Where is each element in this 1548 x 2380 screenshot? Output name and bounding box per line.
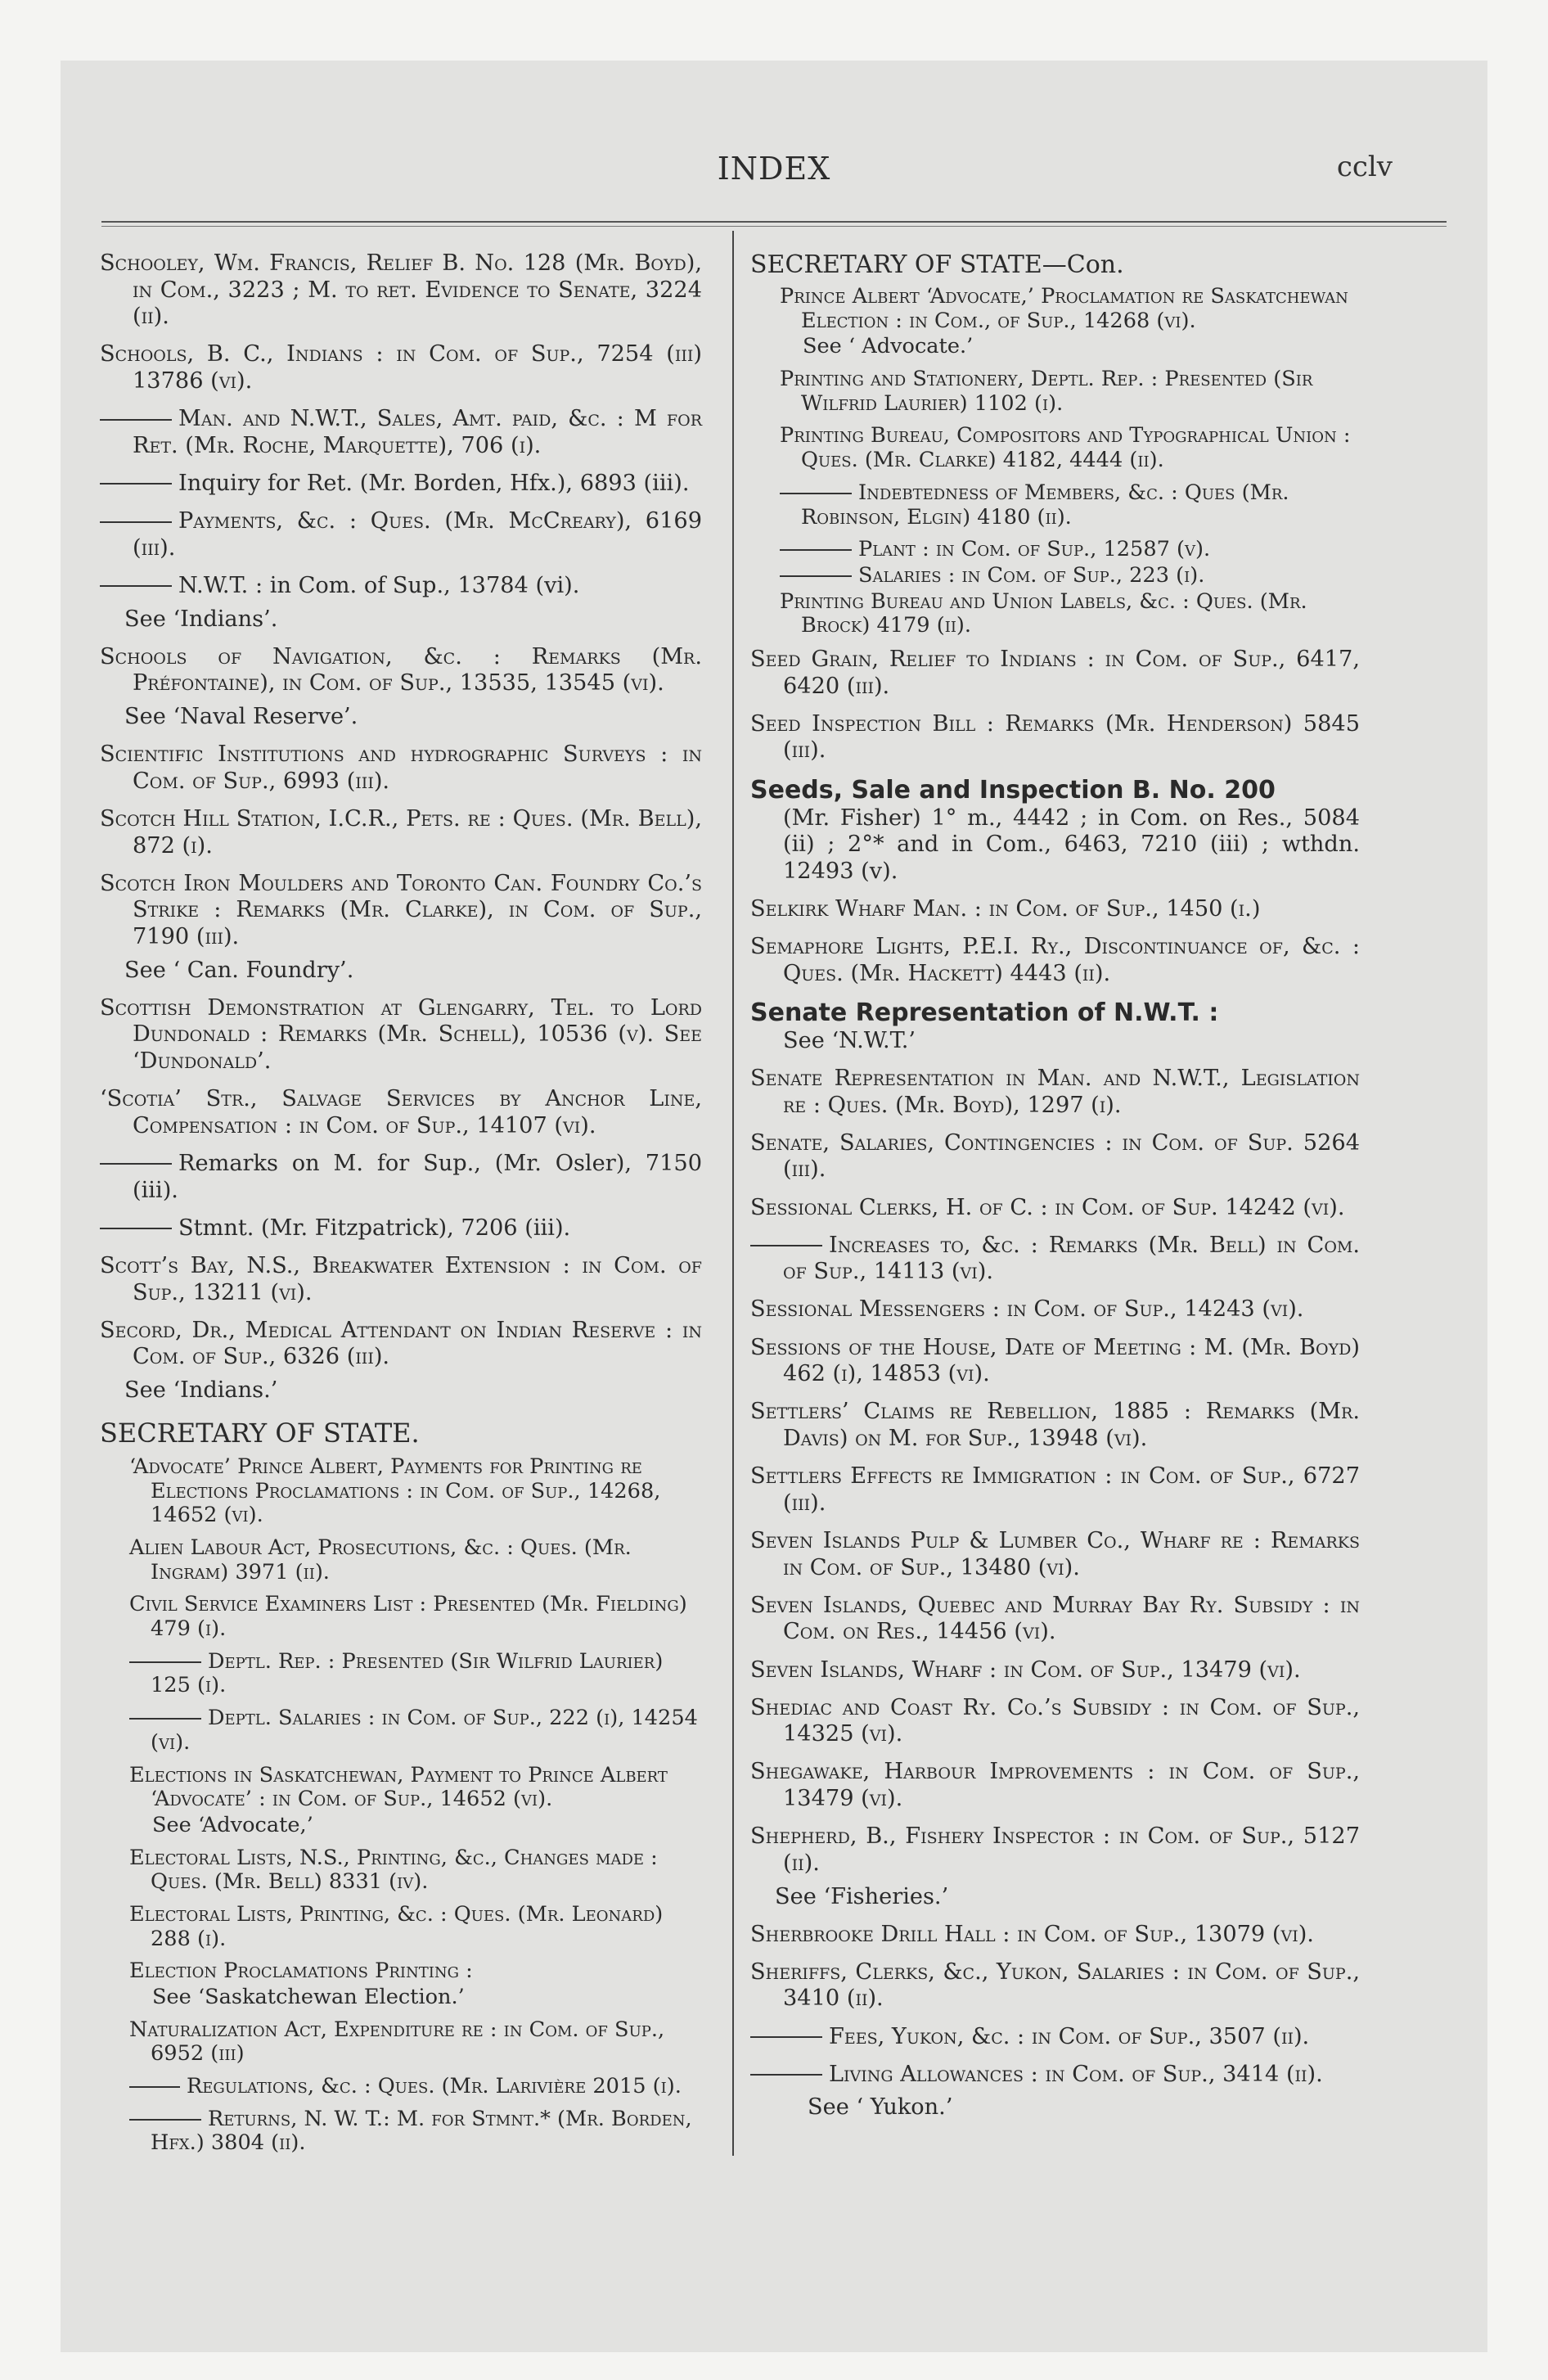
index-entry: Senate, Salaries, Contingencies : in Com. of Sup. 5264 (iii). [750, 1129, 1360, 1183]
sub-entry: Prince Albert ‘Advocate,’ Proclamation re Saskatchewan Election : in Com., of Sup., 14268 (vi). [780, 284, 1348, 333]
right-column [750, 250, 1360, 2132]
sub-entry: Election Proclamations Printing : [129, 1959, 473, 1984]
index-entry: Schools of Navigation, &c. : Remarks (Mr. Préfontaine), in Com. of Sup., 13535, 13545 (vi). [100, 643, 702, 696]
sub-entry: Indebtedness of Members, &c. : Ques (Mr. Robinson, Elgin) 4180 (ii). [750, 481, 1360, 530]
index-subentry: Man. and N.W.T., Sales, Amt. paid, &c. : M for Ret. (Mr. Roche, Marquette), 706 (i). [100, 406, 702, 459]
index-entry: Scotch Hill Station, I.C.R., Pets. re : Ques. (Mr. Bell), 872 (i). [100, 805, 702, 859]
sub-entry: Deptl. Salaries : in Com. of Sup., 222 (i), 14254 (vi). [100, 1706, 702, 1755]
ditto-dash [129, 2119, 201, 2121]
index-entry: (Mr. Fisher) 1° m., 4442 ; in Com. on Res., 5084 (ii) ; 2°* and in Com., 6463, 7210 (iii) ; wthdn. 12493 (v). [783, 805, 1360, 884]
left-column [100, 250, 702, 2164]
see-reference: See ‘Fisheries.’ [775, 1883, 949, 1909]
sub-entry: Naturalization Act, Expenditure re : in Com. of Sup., 6952 (iii) [129, 2017, 665, 2067]
sub-entry: Civil Service Examiners List : Presented (Mr. Fielding) 479 (i). [129, 1592, 687, 1642]
header-rule-thin [101, 226, 1447, 227]
index-entry: Settlers Effects re Immigration : in Com. of Sup., 6727 (iii). [750, 1463, 1360, 1516]
header-rule [101, 221, 1447, 223]
continued-heading: SECRETARY OF STATE—Con. [750, 250, 1124, 279]
index-subentry: Increases to, &c. : Remarks (Mr. Bell) in Com. of Sup., 14113 (vi). [750, 1233, 1360, 1286]
ditto-dash [129, 2086, 180, 2088]
ditto-dash [129, 1661, 201, 1663]
index-entry: Sessional Clerks, H. of C. : in Com. of Sup. 14242 (vi). [750, 1194, 1345, 1220]
see-reference: See ‘ Yukon.’ [808, 2094, 953, 2121]
page-number: cclv [1336, 151, 1393, 183]
index-entry: Settlers’ Claims re Rebellion, 1885 : Remarks (Mr. Davis) on M. for Sup., 13948 (vi). [750, 1399, 1360, 1452]
index-entry: Shepherd, B., Fishery Inspector : in Com. of Sup., 5127 (ii). [750, 1823, 1360, 1876]
sub-entry: ‘Advocate’ Prince Albert, Payments for Printing re Elections Proclamations : in Com. of Sup., 14268, 14652 (vi). [129, 1454, 661, 1528]
index-entry-heading: Senate Representation of N.W.T. : [750, 998, 1219, 1027]
ditto-dash [780, 549, 852, 551]
sub-entry: Alien Labour Act, Prosecutions, &c. : Ques. (Mr. Ingram) 3971 (ii). [129, 1535, 632, 1584]
ditto-dash [780, 575, 852, 577]
index-subentry: Inquiry for Ret. (Mr. Borden, Hfx.), 6893 (iii). [100, 471, 702, 498]
see-reference: See ‘Saskatchewan Election.’ [152, 1985, 465, 2010]
sub-entry: Regulations, &c. : Ques. (Mr. Larivière 2015 (i). [100, 2075, 702, 2099]
index-entry-heading: Seeds, Sale and Inspection B. No. 200 [750, 775, 1276, 805]
ditto-dash [750, 1245, 822, 1246]
index-entry: Sessional Messengers : in Com. of Sup., 14243 (vi). [750, 1296, 1304, 1323]
index-entry: Scotch Iron Moulders and Toronto Can. Foundry Co.’s Strike : Remarks (Mr. Clarke), in Com. of Sup., 7190 (iii). [100, 870, 702, 949]
index-subentry: Remarks on M. for Sup., (Mr. Osler), 7150 (iii). [100, 1151, 702, 1204]
see-reference: See ‘Indians’. [124, 606, 278, 632]
index-entry: Sheriffs, Clerks, &c., Yukon, Salaries : in Com. of Sup., 3410 (ii). [750, 1959, 1360, 2012]
ditto-dash [780, 493, 852, 494]
index-entry: Seven Islands Pulp & Lumber Co., Wharf re : Remarks in Com. of Sup., 13480 (vi). [750, 1527, 1360, 1580]
see-reference: See ‘N.W.T.’ [783, 1027, 916, 1053]
secretary-of-state-block [100, 1455, 702, 2156]
ditto-dash [100, 1163, 172, 1165]
index-entry: Shegawake, Harbour Improvements : in Com. of Sup., 13479 (vi). [750, 1759, 1360, 1812]
index-entry: Secord, Dr., Medical Attendant on Indian Reserve : in Com. of Sup., 6326 (iii). [100, 1317, 702, 1370]
index-subentry: Living Allowances : in Com. of Sup., 3414 (ii). [750, 2062, 1360, 2089]
sub-entry: Printing Bureau and Union Labels, &c. : Ques. (Mr. Brock) 4179 (ii). [780, 588, 1307, 638]
index-entry: Schools, B. C., Indians : in Com. of Sup., 7254 (iii) 13786 (vi). [100, 341, 702, 394]
page-title: INDEX [717, 151, 831, 187]
index-subentry: Payments, &c. : Ques. (Mr. McCreary), 6169 (iii). [100, 508, 702, 561]
see-reference: See ‘Indians.’ [124, 1377, 278, 1403]
ditto-dash [100, 585, 172, 587]
section-heading: SECRETARY OF STATE. [100, 1417, 420, 1449]
sub-entry: Electoral Lists, N.S., Printing, &c., Changes made : Ques. (Mr. Bell) 8331 (iv). [129, 1845, 658, 1895]
ditto-dash [100, 1228, 172, 1229]
sub-entry: Returns, N. W. T.: M. for Stmnt.* (Mr. Borden, Hfx.) 3804 (ii). [100, 2107, 702, 2156]
index-entry: Semaphore Lights, P.E.I. Ry., Discontinuance of, &c. : Ques. (Mr. Hackett) 4443 (ii). [750, 934, 1360, 986]
ditto-dash [750, 2036, 822, 2038]
index-entry: Scientific Institutions and hydrographic Surveys : in Com. of Sup., 6993 (iii). [100, 741, 702, 794]
index-entry: Seven Islands, Quebec and Murray Bay Ry. Subsidy : in Com. on Res., 14456 (vi). [750, 1592, 1360, 1645]
index-subentry: N.W.T. : in Com. of Sup., 13784 (vi). [100, 573, 702, 600]
index-entry: Schooley, Wm. Francis, Relief B. No. 128 (Mr. Boyd), in Com., 3223 ; M. to ret. Evidence to Senate, 3224 (ii). [100, 250, 702, 330]
sub-entry: Plant : in Com. of Sup., 12587 (v). [750, 538, 1360, 562]
index-entry: Seed Grain, Relief to Indians : in Com. of Sup., 6417, 6420 (iii). [750, 646, 1360, 699]
see-reference: See ‘Advocate,’ [152, 1812, 313, 1837]
index-page [61, 61, 1487, 2352]
index-subentry: Stmnt. (Mr. Fitzpatrick), 7206 (iii). [100, 1215, 702, 1242]
index-entry: Scott’s Bay, N.S., Breakwater Extension : in Com. of Sup., 13211 (vi). [100, 1252, 702, 1305]
secretary-of-state-continued-block [750, 285, 1360, 638]
sub-entry: Printing and Stationery, Deptl. Rep. : Presented (Sir Wilfrid Laurier) 1102 (i). [780, 367, 1313, 416]
index-entry: ‘Scotia’ Str., Salvage Services by Anchor Line, Compensation : in Com. of Sup., 14107 (vi). [100, 1086, 702, 1138]
ditto-dash [100, 419, 172, 421]
column-divider [732, 231, 734, 2156]
sub-entry: Salaries : in Com. of Sup., 223 (i). [750, 564, 1360, 588]
index-subentry: Fees, Yukon, &c. : in Com. of Sup., 3507 (ii). [750, 2024, 1360, 2051]
index-entry: Sherbrooke Drill Hall : in Com. of Sup., 13079 (vi). [750, 1921, 1314, 1947]
index-entry: Selkirk Wharf Man. : in Com. of Sup., 1450 (i.) [750, 895, 1261, 922]
see-reference: See ‘Naval Reserve’. [124, 703, 358, 729]
index-entry: Seven Islands, Wharf : in Com. of Sup., 13479 (vi). [750, 1657, 1301, 1683]
index-entry: Seed Inspection Bill : Remarks (Mr. Henderson) 5845 (iii). [750, 710, 1360, 764]
ditto-dash [100, 483, 172, 485]
page-header [61, 151, 1487, 200]
sub-entry: Electoral Lists, Printing, &c. : Ques. (Mr. Leonard) 288 (i). [129, 1901, 664, 1951]
sub-entry: Printing Bureau, Compositors and Typographical Union : Ques. (Mr. Clarke) 4182, 4444 (ii). [780, 423, 1351, 473]
index-entry: Scottish Demonstration at Glengarry, Tel. to Lord Dundonald : Remarks (Mr. Schell), 10536 (v). See ‘Dundonald’. [100, 994, 702, 1075]
sub-entry: Deptl. Rep. : Presented (Sir Wilfrid Laurier) 125 (i). [100, 1650, 702, 1698]
index-entry: Sessions of the House, Date of Meeting : M. (Mr. Boyd) 462 (i), 14853 (vi). [750, 1334, 1360, 1387]
ditto-dash [100, 521, 172, 523]
ditto-dash [129, 1718, 201, 1720]
index-entry: Senate Representation in Man. and N.W.T., Legislation re : Ques. (Mr. Boyd), 1297 (i). [750, 1065, 1360, 1118]
ditto-dash [750, 2074, 822, 2076]
see-reference: See ‘ Can. Foundry’. [124, 957, 354, 983]
sub-entry: Elections in Saskatchewan, Payment to Prince Albert ‘Advocate’ : in Com. of Sup., 14652 (vi). [129, 1762, 668, 1812]
index-entry: Shediac and Coast Ry. Co.’s Subsidy : in Com. of Sup., 14325 (vi). [750, 1694, 1360, 1747]
see-reference: See ‘ Advocate.’ [803, 334, 974, 359]
